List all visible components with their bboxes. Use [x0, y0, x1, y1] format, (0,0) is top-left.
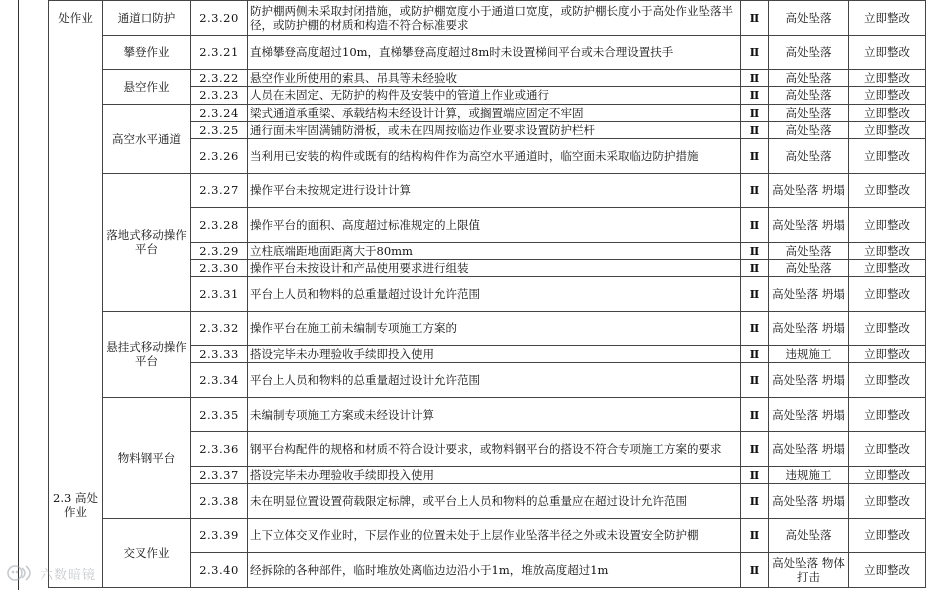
risk-type: 高处坠落 [769, 139, 849, 174]
hazard-level: Ⅱ [741, 553, 769, 588]
item-code: 2.3.32 [191, 311, 248, 346]
hazard-level: Ⅱ [741, 518, 769, 553]
hazard-level: Ⅱ [741, 346, 769, 363]
hazard-level: Ⅱ [741, 363, 769, 398]
watermark-text: 六数暗镜 [40, 567, 97, 583]
item-code: 2.3.38 [191, 484, 248, 519]
rectification-measure: 立即整改 [849, 397, 926, 432]
hazard-level: Ⅱ [741, 259, 769, 276]
rectification-measure: 立即整改 [849, 35, 926, 70]
risk-type: 高处坠落 坍塌 [769, 484, 849, 519]
hazard-description: 经拆除的各种部件，临时堆放处离临边边沿小于1m，堆放高度超过1m [248, 553, 741, 588]
rectification-measure: 立即整改 [849, 208, 926, 243]
watermark [6, 562, 96, 584]
rectification-measure: 立即整改 [849, 70, 926, 87]
hazard-description: 未在明显位置设置荷载限定标牌，或平台上人员和物料的总重量应在超过设计允许范围 [248, 484, 741, 519]
hazard-description: 悬空作业所使用的索具、吊具等未经验收 [248, 70, 741, 87]
hazard-description: 当利用已安装的构件或既有的结构构件作为高空水平通道时，临空面未采取临边防护措施 [248, 139, 741, 174]
rectification-measure: 立即整改 [849, 104, 926, 121]
risk-type: 高处坠落 [769, 121, 849, 138]
table-row [49, 397, 926, 432]
rectification-measure: 立即整改 [849, 277, 926, 312]
item-code: 2.3.40 [191, 553, 248, 588]
risk-type: 高处坠落 坍塌 [769, 432, 849, 467]
hazard-level: Ⅱ [741, 484, 769, 519]
table-row [49, 104, 926, 121]
table-row [49, 70, 926, 87]
hazard-level: Ⅱ [741, 208, 769, 243]
item-code: 2.3.22 [191, 70, 248, 87]
risk-type: 高处坠落 坍塌 [769, 173, 849, 208]
item-code: 2.3.39 [191, 518, 248, 553]
item-code: 2.3.27 [191, 173, 248, 208]
risk-type: 高处坠落 坍塌 [769, 397, 849, 432]
hazard-description: 操作平台未按规定进行设计计算 [248, 173, 741, 208]
subcategory-cell: 物料钢平台 [103, 397, 191, 518]
subcategory-cell: 落地式移动操作平台 [103, 173, 191, 311]
rectification-measure: 立即整改 [849, 242, 926, 259]
risk-type: 违规施工 [769, 346, 849, 363]
risk-type: 高处坠落 [769, 87, 849, 104]
risk-type: 高处坠落 坍塌 [769, 311, 849, 346]
hazard-description: 梁式通道承重梁、承载结构未经设计计算，或搁置端应固定不牢固 [248, 104, 741, 121]
hazard-level: Ⅱ [741, 277, 769, 312]
item-code: 2.3.24 [191, 104, 248, 121]
category-top-label: 处作业 [58, 11, 93, 25]
risk-type: 高处坠落 [769, 35, 849, 70]
rectification-measure: 立即整改 [849, 363, 926, 398]
hazard-description: 通行面未牢固满铺防滑板，或未在四周按临边作业要求设置防护栏杆 [248, 121, 741, 138]
hazard-level: Ⅱ [741, 104, 769, 121]
hazard-description: 搭设完毕未办理验收手续即投入使用 [248, 346, 741, 363]
hazard-description: 立柱底端距地面距离大于80mm [248, 242, 741, 259]
category-cell [49, 1, 103, 588]
hazard-description: 操作平台的面积、高度超过标准规定的上限值 [248, 208, 741, 243]
rectification-measure: 立即整改 [849, 311, 926, 346]
category-main-label: 2.3 高处作业 [53, 491, 98, 519]
hazard-level: Ⅱ [741, 242, 769, 259]
subcategory-cell: 通道口防护 [103, 1, 191, 36]
hazard-level: Ⅱ [741, 397, 769, 432]
hazard-level: Ⅱ [741, 173, 769, 208]
hazard-level: Ⅱ [741, 311, 769, 346]
hazard-description: 钢平台构配件的规格和材质不符合设计要求，或物料钢平台的搭设不符合专项施工方案的要求 [248, 432, 741, 467]
hazard-level: Ⅱ [741, 466, 769, 483]
table-row [49, 1, 926, 36]
table-row [49, 518, 926, 553]
rectification-measure: 立即整改 [849, 139, 926, 174]
table-row [49, 35, 926, 70]
item-code: 2.3.21 [191, 35, 248, 70]
risk-type: 高处坠落 坍塌 [769, 277, 849, 312]
hazard-description: 平台上人员和物料的总重量超过设计允许范围 [248, 363, 741, 398]
hazard-level: Ⅱ [741, 35, 769, 70]
subcategory-cell: 悬挂式移动操作平台 [103, 311, 191, 397]
subcategory-cell: 交叉作业 [103, 518, 191, 587]
rectification-measure: 立即整改 [849, 553, 926, 588]
hazard-table [48, 0, 926, 588]
rectification-measure: 立即整改 [849, 1, 926, 36]
item-code: 2.3.33 [191, 346, 248, 363]
table-row [49, 173, 926, 208]
hazard-description: 未编制专项施工方案或未经设计计算 [248, 397, 741, 432]
subcategory-cell: 攀登作业 [103, 35, 191, 70]
hazard-level: Ⅱ [741, 432, 769, 467]
hazard-description: 平台上人员和物料的总重量超过设计允许范围 [248, 277, 741, 312]
rectification-measure: 立即整改 [849, 518, 926, 553]
item-code: 2.3.25 [191, 121, 248, 138]
item-code: 2.3.34 [191, 363, 248, 398]
item-code: 2.3.23 [191, 87, 248, 104]
rectification-measure: 立即整改 [849, 466, 926, 483]
hazard-description: 防护棚两侧未采取封闭措施，或防护棚宽度小于通道口宽度，或防护棚长度小于高处作业坠落半径，或防护棚的材质和构造不符合标准要求 [248, 1, 741, 36]
risk-type: 高处坠落 [769, 70, 849, 87]
item-code: 2.3.35 [191, 397, 248, 432]
hazard-description: 操作平台未按设计和产品使用要求进行组装 [248, 259, 741, 276]
subcategory-cell: 高空水平通道 [103, 104, 191, 173]
page-border-line [18, 0, 19, 590]
table-row [49, 311, 926, 346]
hazard-description: 上下立体交叉作业时，下层作业的位置未处于上层作业坠落半径之外或未设置安全防护棚 [248, 518, 741, 553]
item-code: 2.3.30 [191, 259, 248, 276]
hazard-level: Ⅱ [741, 70, 769, 87]
risk-type: 高处坠落 坍塌 [769, 208, 849, 243]
risk-type: 高处坠落 坍塌 [769, 363, 849, 398]
item-code: 2.3.28 [191, 208, 248, 243]
item-code: 2.3.36 [191, 432, 248, 467]
rectification-measure: 立即整改 [849, 484, 926, 519]
hazard-level: Ⅱ [741, 121, 769, 138]
rectification-measure: 立即整改 [849, 87, 926, 104]
rectification-measure: 立即整改 [849, 173, 926, 208]
risk-type: 高处坠落 [769, 1, 849, 36]
subcategory-cell: 悬空作业 [103, 70, 191, 105]
rectification-measure: 立即整改 [849, 259, 926, 276]
risk-type: 高处坠落 [769, 104, 849, 121]
hazard-level: Ⅱ [741, 139, 769, 174]
hazard-description: 操作平台在施工前未编制专项施工方案的 [248, 311, 741, 346]
hazard-description: 搭设完毕未办理验收手续即投入使用 [248, 466, 741, 483]
rectification-measure: 立即整改 [849, 346, 926, 363]
item-code: 2.3.26 [191, 139, 248, 174]
rectification-measure: 立即整改 [849, 432, 926, 467]
risk-type: 高处坠落 [769, 259, 849, 276]
risk-type: 高处坠落 [769, 518, 849, 553]
hazard-description: 人员在未固定、无防护的构件及安装中的管道上作业或通行 [248, 87, 741, 104]
rectification-measure: 立即整改 [849, 121, 926, 138]
risk-type: 违规施工 [769, 466, 849, 483]
risk-type: 高处坠落 物体打击 [769, 553, 849, 588]
risk-type: 高处坠落 [769, 242, 849, 259]
watermark-logo-icon [6, 562, 36, 584]
hazard-level: Ⅱ [741, 87, 769, 104]
item-code: 2.3.31 [191, 277, 248, 312]
item-code: 2.3.20 [191, 1, 248, 36]
hazard-description: 直梯攀登高度超过10m，直梯攀登高度超过8m时未设置梯间平台或未合理设置扶手 [248, 35, 741, 70]
item-code: 2.3.37 [191, 466, 248, 483]
item-code: 2.3.29 [191, 242, 248, 259]
hazard-level: Ⅱ [741, 1, 769, 36]
